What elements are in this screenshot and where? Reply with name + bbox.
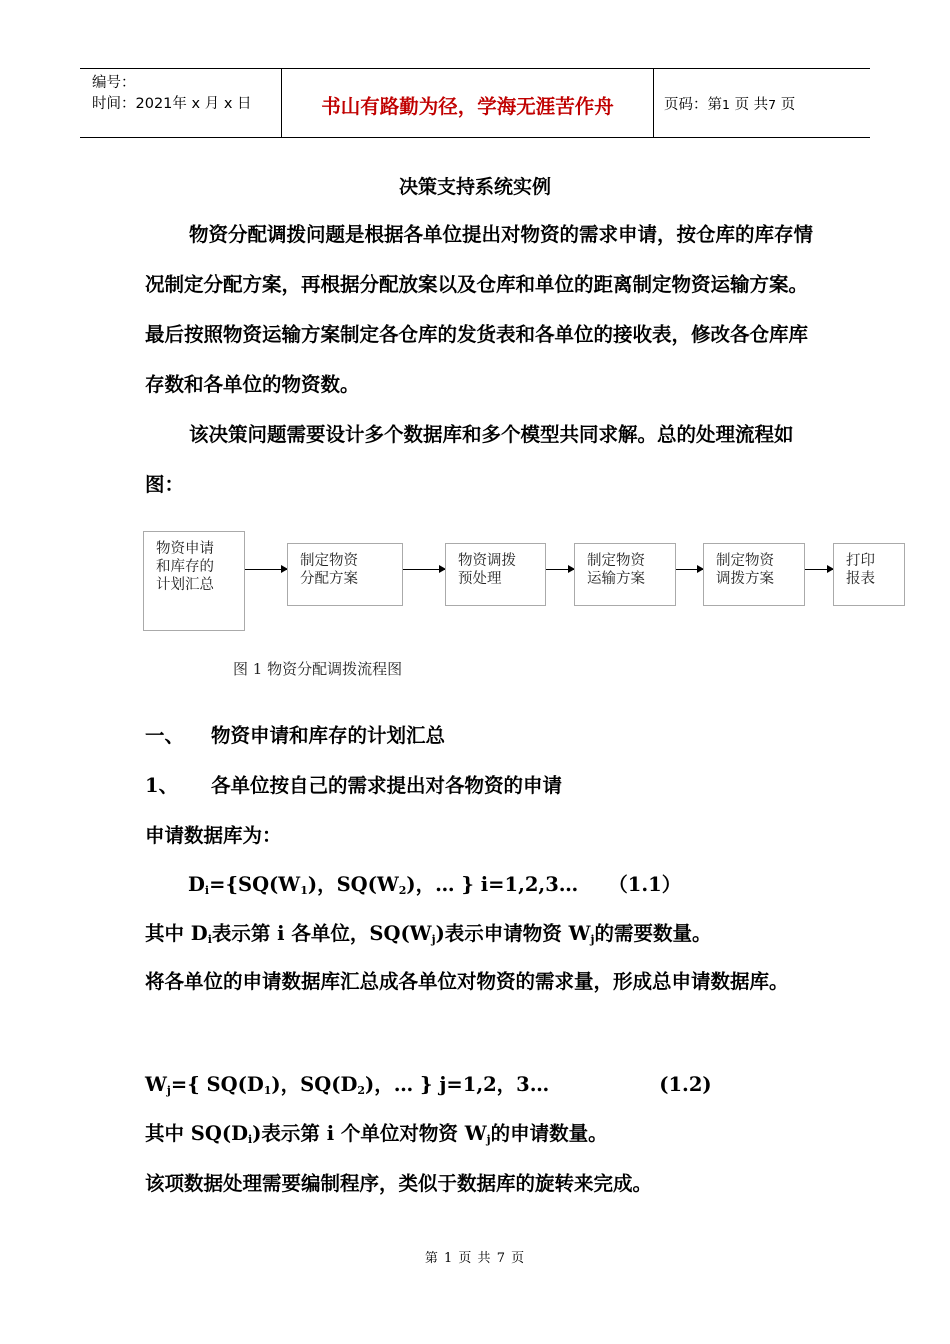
page-header [80, 68, 870, 138]
subsection-heading-1: 1、 各单位按自己的需求提出对各物资的申请 [145, 774, 563, 797]
flow-box-print: 打印 报表 [833, 543, 905, 606]
equation-tag-1-2: (1.2) [659, 1073, 712, 1096]
flow-box-allocation: 制定物资 分配方案 [287, 543, 403, 606]
explanation-2: 其中 $SQ(D_i)$表示第 i 个单位对物资 $W_j$的申请数量。 [145, 1122, 608, 1146]
header-motto: 书山有路勤为径，学海无涯苦作舟 [282, 69, 654, 137]
time-year: 2021 [135, 96, 173, 112]
paragraph-process: 该决策问题需要设计多个数据库和多个模型共同求解。总的处理流程如图： [145, 423, 794, 496]
header-page-current: 1 [722, 97, 730, 112]
flow-arrow-4 [676, 569, 703, 570]
explanation-1: 其中 $D_i$表示第 i 各单位，$SQ(W_j)$表示申请物资 $W_j$的需要数量。 [145, 922, 712, 946]
flow-arrow-1 [245, 569, 287, 570]
number-label: 编号： [92, 75, 136, 91]
header-page-info: 页码：第1 页 共7 页 [664, 97, 796, 113]
flow-arrow-3 [546, 569, 574, 570]
flow-box-transport: 制定物资 运输方案 [574, 543, 676, 606]
section-heading-1: 一、 物资申请和库存的计划汇总 [145, 724, 446, 747]
equation-1-2: $W_j=${ $SQ(D_1)$，$SQ(D_2)$，… } j=1,2，3… (1.2) [145, 1073, 712, 1097]
flow-box-summary: 物资申请 和库存的 计划汇总 [143, 531, 245, 631]
time-label: 时间： [92, 96, 136, 112]
line-database: 申请数据库为： [145, 824, 282, 847]
flow-box-dispatch: 制定物资 调拨方案 [703, 543, 805, 606]
time-line [92, 94, 281, 115]
flow-arrow-2 [403, 569, 445, 570]
equation-1-1: $D_i=\{SQ(W_1)$，$SQ(W_2)$，… } i=1,2,3… （1.1） [188, 873, 682, 897]
footer-page-total: 7 [496, 1251, 506, 1266]
page-footer: 第 1 页 共 7 页 [424, 1251, 526, 1266]
flow-box-preprocess: 物资调拨 预处理 [445, 543, 546, 606]
header-page-total: 7 [768, 97, 777, 112]
paragraph-summary: 将各单位的申请数据库汇总成各单位对物资的需求量，形成总申请数据库。 [145, 970, 789, 993]
document-title: 决策支持系统实例 [398, 176, 551, 198]
figure-caption: 图 1 物资分配调拨流程图 [233, 660, 403, 678]
equation-tag-1-1: （1.1） [608, 873, 682, 896]
header-meta-cell [80, 69, 282, 137]
closing-line: 该项数据处理需要编制程序，类似于数据库的旋转来完成。 [145, 1172, 653, 1195]
footer-page-current: 1 [444, 1251, 454, 1266]
paragraph-intro: 物资分配调拨问题是根据各单位提出对物资的需求申请，按仓库的库存情况制定分配方案，再根据分配放案以及仓库和单位的距离制定物资运输方案。最后按照物资运输方案制定各仓库的发货表和各单位的接收表，修改各仓库库存数和各单位的物资数。 [145, 223, 814, 396]
flow-arrow-5 [805, 569, 833, 570]
time-rest: 年 x 月 x 日 [172, 96, 252, 112]
